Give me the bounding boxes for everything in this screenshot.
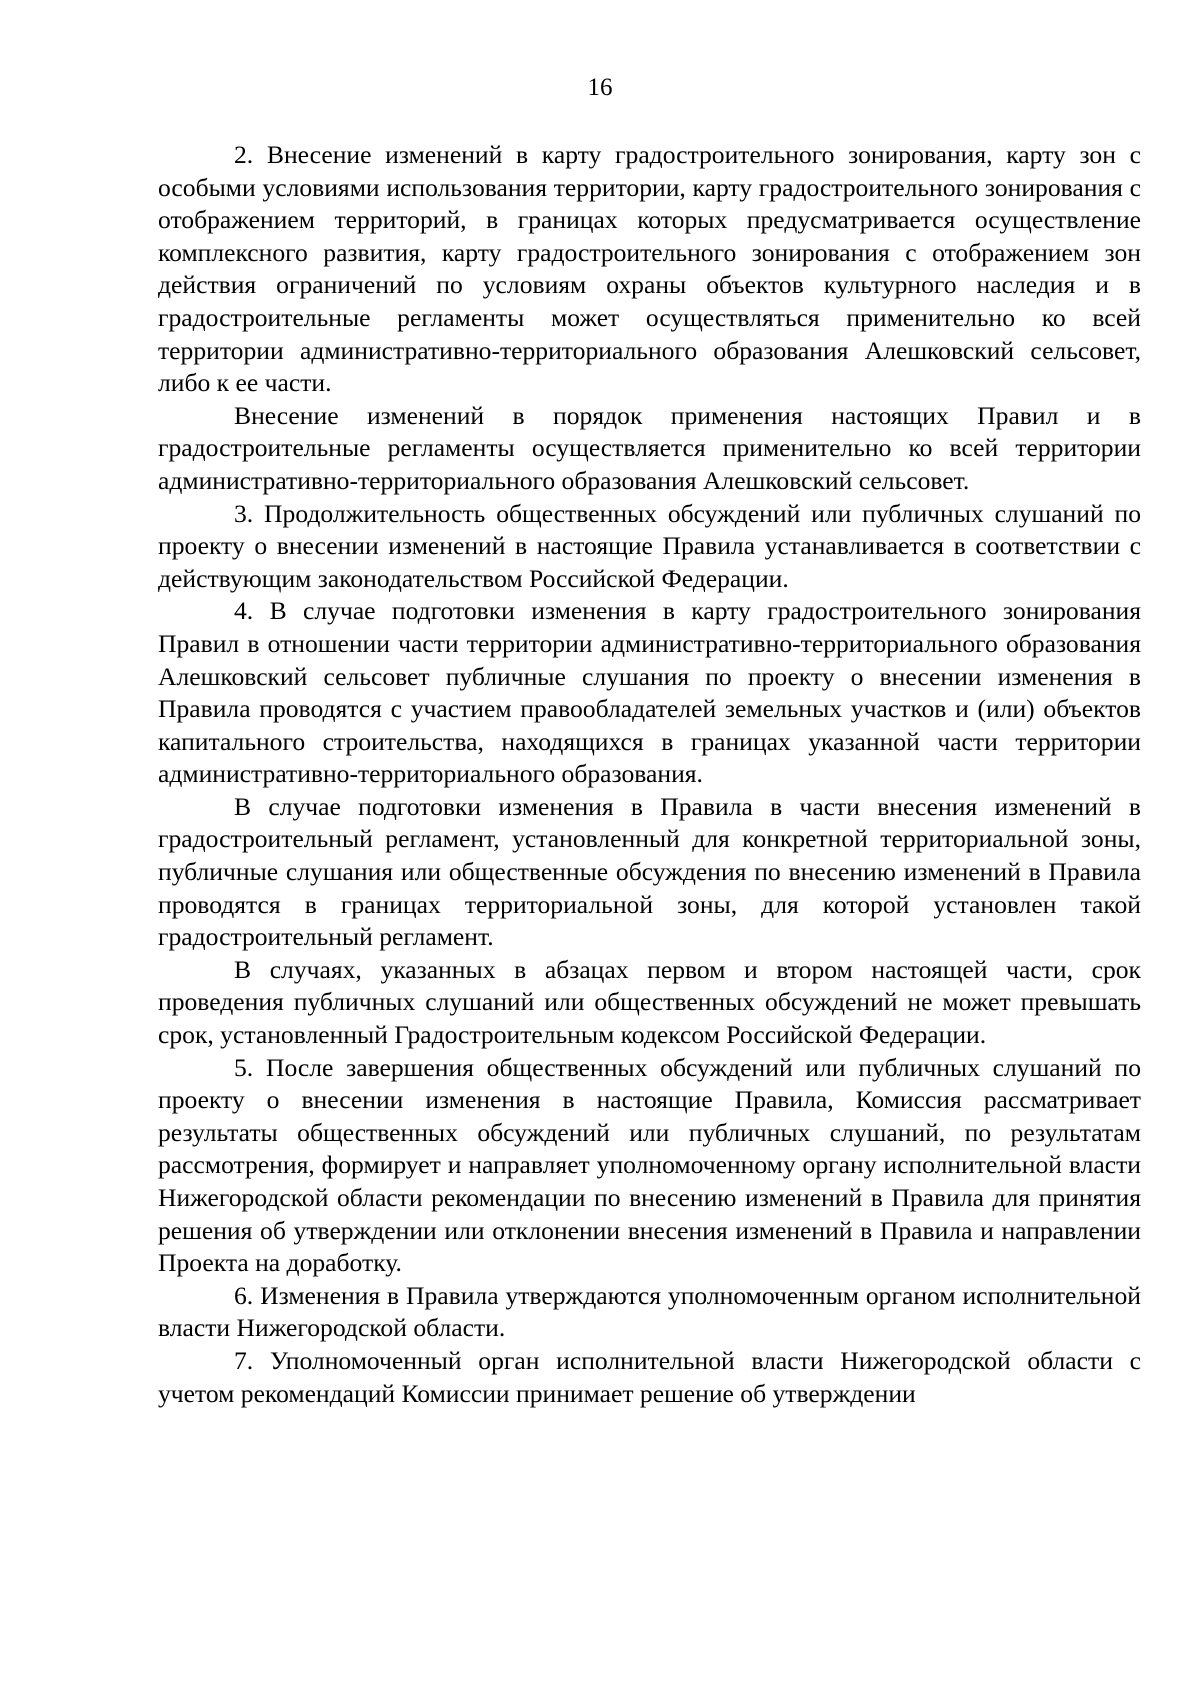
paragraph-item-4-second: В случае подготовки изменения в Правила в части внесения изменений в градостроительный регламент, установленный для конкретной территориальной зоны, публичные слушания или общественные обсуждения по внесению изменений в Правила проводятся в границах территориальной зоны, для которой установлен такой градостроительный регламент. (158, 791, 1141, 952)
paragraph-item-3: 3. Продолжительность общественных обсуждений или публичных слушаний по проекту о внесении изменений в настоящие Правила устанавливается в соответствии с действующим законодательством Российской Федерации. (158, 498, 1141, 593)
paragraph-item-2-continued: Внесение изменений в порядок применения настоящих Правил и в градостроительные регламенты осуществляется применительно ко всей территории административно-территориального образования Алешковский сельсовет. (158, 400, 1141, 495)
paragraph-item-7: 7. Уполномоченный орган исполнительной власти Нижегородской области с учетом рекомендаций Комиссии принимает решение об утверждении (158, 1345, 1141, 1408)
paragraph-item-5: 5. После завершения общественных обсуждений или публичных слушаний по проекту о внесении изменения в настоящие Правила, Комиссия рассматривает результаты общественных обсуждений или публичных слушаний, по результатам рассмотрения, формирует и направляет уполномоченному органу исполнительной власти Нижегородской области рекомендации по внесению изменений в Правила для принятия решения об утверждении или отклонении внесения изменений в Правила и направлении Проекта на доработку. (158, 1052, 1141, 1278)
page-number: 16 (587, 74, 613, 101)
paragraph-item-6: 6. Изменения в Правила утверждаются уполномоченным органом исполнительной власти Нижегородской области. (158, 1280, 1141, 1343)
paragraph-item-4: 4. В случае подготовки изменения в карту градостроительного зонирования Правил в отношении части территории административно-территориального образования Алешковский сельсовет публичные слушания по проекту о внесении изменения в Правила проводятся с участием правообладателей земельных участков и (или) объектов капитального строительства, находящихся в границах указанной части территории административно-территориального образования. (158, 596, 1141, 789)
paragraph-item-4-third: В случаях, указанных в абзацах первом и втором настоящей части, срок проведения публичных слушаний или общественных обсуждений не может превышать срок, установленный Градостроительным кодексом Российской Федерации. (158, 954, 1141, 1050)
document-body (158, 139, 1141, 1410)
paragraph-item-2: 2. Внесение изменений в карту градостроительного зонирования, карту зон с особыми условиями использования территории, карту градостроительного зонирования с отображением территорий, в границах которых предусматривается осуществление комплексного развития, карту градостроительного зонирования с отображением зон действия ограничений по условиям охраны объектов культурного наследия и в градостроительные регламенты может осуществляться применительно ко всей территории административно-территориального образования Алешковский сельсовет, либо к ее части. (158, 140, 1141, 398)
